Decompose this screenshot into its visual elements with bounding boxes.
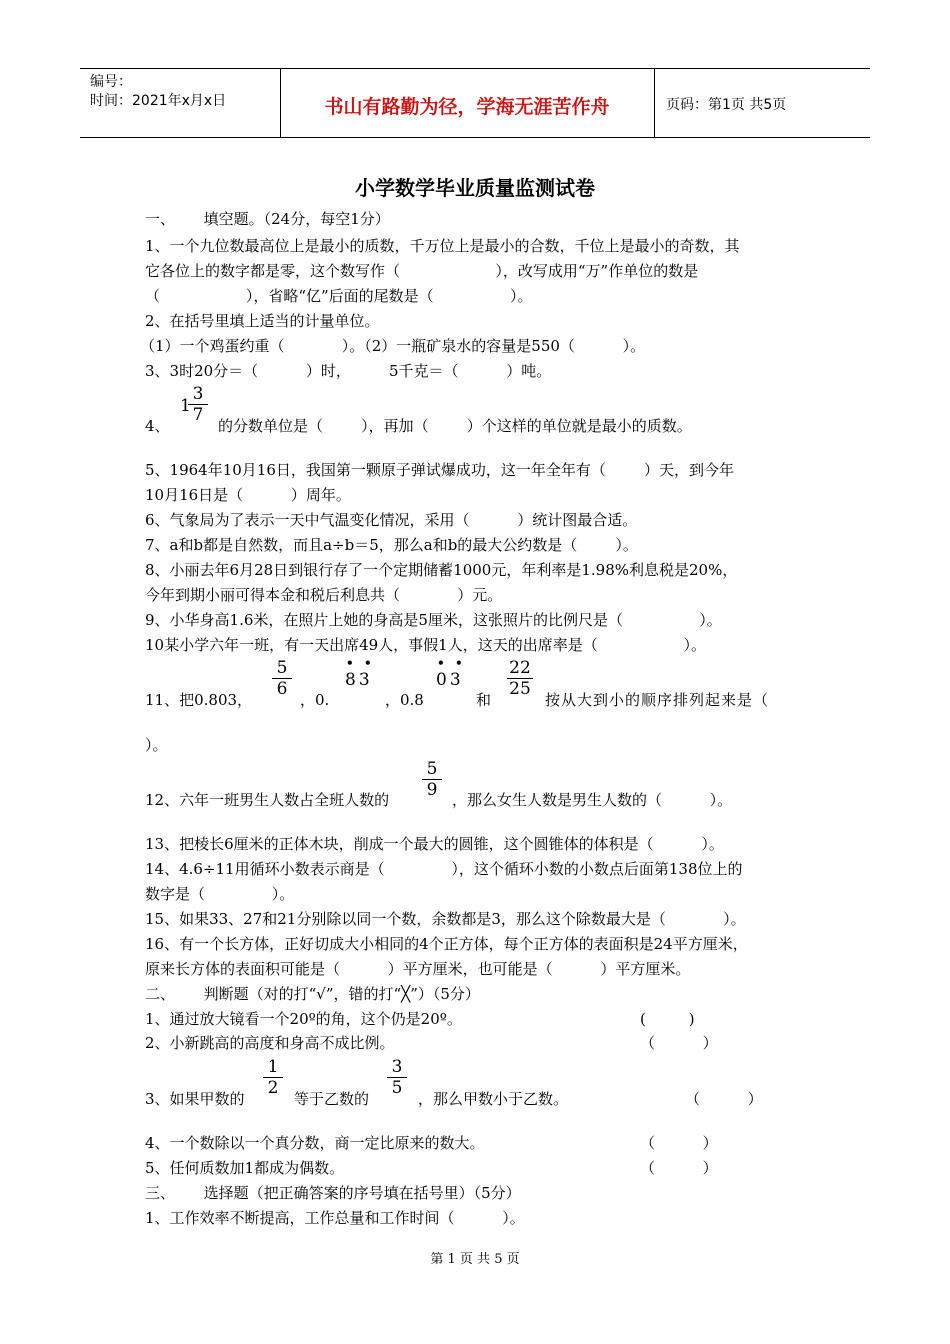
repeating-digits: 03 [436, 670, 464, 690]
question-line: 1、通过放大镜看一个20º的角，这个仍是20º。 [145, 1010, 462, 1028]
question-line: 今年到期小丽可得本金和税后利息共（ ）元。 [145, 586, 503, 604]
answer-parens[interactable]: （ ） [640, 1159, 718, 1177]
question-line: ）。 [145, 736, 168, 754]
question-line: 原来长方体的表面积可能是（ ）平方厘米，也可能是（ ）平方厘米。 [145, 960, 691, 978]
fraction-numerator: 5 [276, 658, 288, 678]
question-line: 2、在括号里填上适当的计量单位。 [145, 312, 380, 330]
question-line: ，0.8 [385, 691, 424, 709]
question-line: 数字是（ ）。 [145, 885, 295, 903]
section-heading: 一、 填空题。（24分，每空1分） [145, 210, 390, 228]
fraction-denominator: 9 [426, 780, 438, 800]
fraction-denominator: 6 [276, 679, 288, 699]
question-line: 6、气象局为了表示一天中气温变化情况，采用（ ）统计图最合适。 [145, 511, 638, 529]
repeating-digits: 83 [345, 670, 373, 690]
answer-parens[interactable]: （ ） [640, 1134, 718, 1152]
repeat-dot: • [455, 656, 463, 670]
question-line: 5、任何质数加1都成为偶数。 [145, 1159, 345, 1177]
question-line: 的分数单位是（ ），再加（ ）个这样的单位就是最小的质数。 [218, 417, 692, 435]
page-label: 页码：第1页 共5页 [666, 97, 787, 113]
fraction-numerator: 3 [391, 1057, 403, 1077]
question-line: 它各位上的数字都是零，这个数写作（ ），改写成用“万”作单位的数是 [145, 262, 699, 280]
fraction-numerator: 1 [267, 1057, 279, 1077]
question-line: 4、 [145, 417, 170, 435]
fraction [186, 385, 210, 424]
mixed-whole: 1 [180, 396, 191, 416]
question-line: 1、一个九位数最高位上是最小的质数，千万位上是最小的合数，千位上是最小的奇数，其 [145, 237, 740, 255]
question-line: ，那么女生人数是男生人数的（ ）。 [452, 791, 733, 809]
fraction-denominator: 7 [192, 405, 204, 425]
fraction [270, 659, 294, 698]
repeat-dot: • [346, 656, 354, 670]
code-label: 编号： [90, 74, 132, 90]
time-label: 时间：2021年x月x日 [90, 93, 227, 109]
header-meta [90, 73, 226, 111]
question-line: 7、a和b都是自然数，而且a÷b＝5，那么a和b的最大公约数是（ ）。 [145, 536, 638, 554]
question-line: （1）一个鸡蛋约重（ ）。（2）一瓶矿泉水的容量是550（ ）。 [140, 337, 646, 355]
header-box [80, 68, 870, 138]
question-line: 3、3时20分＝（ ）时， 5千克＝（ ）吨。 [145, 362, 552, 380]
question-line: 3、如果甲数的 [145, 1090, 245, 1108]
question-line: 9、小华身高1.6米，在照片上她的身高是5厘米，这张照片的比例尺是（ ）。 [145, 611, 722, 629]
question-line: （ ），省略“亿”后面的尾数是（ ）。 [145, 287, 533, 305]
fraction [505, 659, 535, 698]
question-line: 14、4.6÷11用循环小数表示商是（ ），这个循环小数的小数点后面第138位上的 [145, 860, 743, 878]
answer-parens[interactable]: （ ） [685, 1090, 763, 1108]
question-line: 和 [476, 691, 492, 709]
section-heading: 二、 判断题（对的打“√”，错的打“╳”）（5分） [145, 985, 480, 1003]
fraction [385, 1058, 409, 1097]
fraction-denominator: 25 [509, 679, 531, 699]
page-footer: 第 1 页 共 5 页 [430, 1252, 520, 1267]
question-line: 2、小新跳高的高度和身高不成比例。 [145, 1034, 395, 1052]
question-line: 13、把棱长6厘米的正体木块，削成一个最大的圆锥，这个圆锥体的体积是（ ）。 [145, 835, 724, 853]
question-line: 8、小丽去年6月28日到银行存了一个定期储蓄1000元，年利率是1.98%利息税是20%， [145, 561, 738, 579]
question-line: 5、1964年10月16日，我国第一颗原子弹试爆成功，这一年全年有（ ）天，到今年 [145, 461, 735, 479]
question-line: 16、有一个长方体，正好切成大小相同的4个正方体，每个正方体的表面积是24平方厘米， [145, 935, 748, 953]
question-line: 等于乙数的 [294, 1090, 370, 1108]
question-line: ，那么甲数小于乙数。 [418, 1090, 569, 1108]
fraction-numerator: 5 [426, 759, 438, 779]
repeat-dot: • [364, 656, 372, 670]
section-heading: 三、 选择题（把正确答案的序号填在括号里）（5分） [145, 1184, 521, 1202]
question-line: 10某小学六年一班，有一天出席49人，事假1人，这天的出席率是（ ）。 [145, 636, 707, 654]
fraction [420, 760, 444, 799]
answer-parens[interactable]: （ ） [640, 1034, 718, 1052]
page-title: 小学数学毕业质量监测试卷 [355, 176, 595, 200]
question-line: 10月16日是（ ）周年。 [145, 486, 351, 504]
header-divider [654, 69, 655, 137]
answer-parens[interactable]: ( ) [640, 1010, 695, 1028]
fraction-numerator: 3 [192, 384, 204, 404]
fraction-denominator: 5 [391, 1078, 403, 1098]
question-line: 12、六年一班男生人数占全班人数的 [145, 791, 390, 809]
question-line: ，0. [300, 691, 330, 709]
question-line: 1、工作效率不断提高，工作总量和工作时间（ ）。 [145, 1209, 525, 1227]
repeat-dot: • [437, 656, 445, 670]
fraction-numerator: 22 [509, 658, 531, 678]
motto: 书山有路勤为径，学海无涯苦作舟 [324, 96, 610, 118]
fraction-denominator: 2 [267, 1078, 279, 1098]
question-line: 15、如果33、27和21分别除以同一个数，余数都是3，那么这个除数最大是（ ）。 [145, 910, 746, 928]
question-line: 11、把0.803， [145, 691, 253, 709]
question-line: 4、一个数除以一个真分数，商一定比原来的数大。 [145, 1134, 485, 1152]
fraction [261, 1058, 285, 1097]
question-line: 按从大到小的顺序排列起来是（ [545, 691, 770, 709]
